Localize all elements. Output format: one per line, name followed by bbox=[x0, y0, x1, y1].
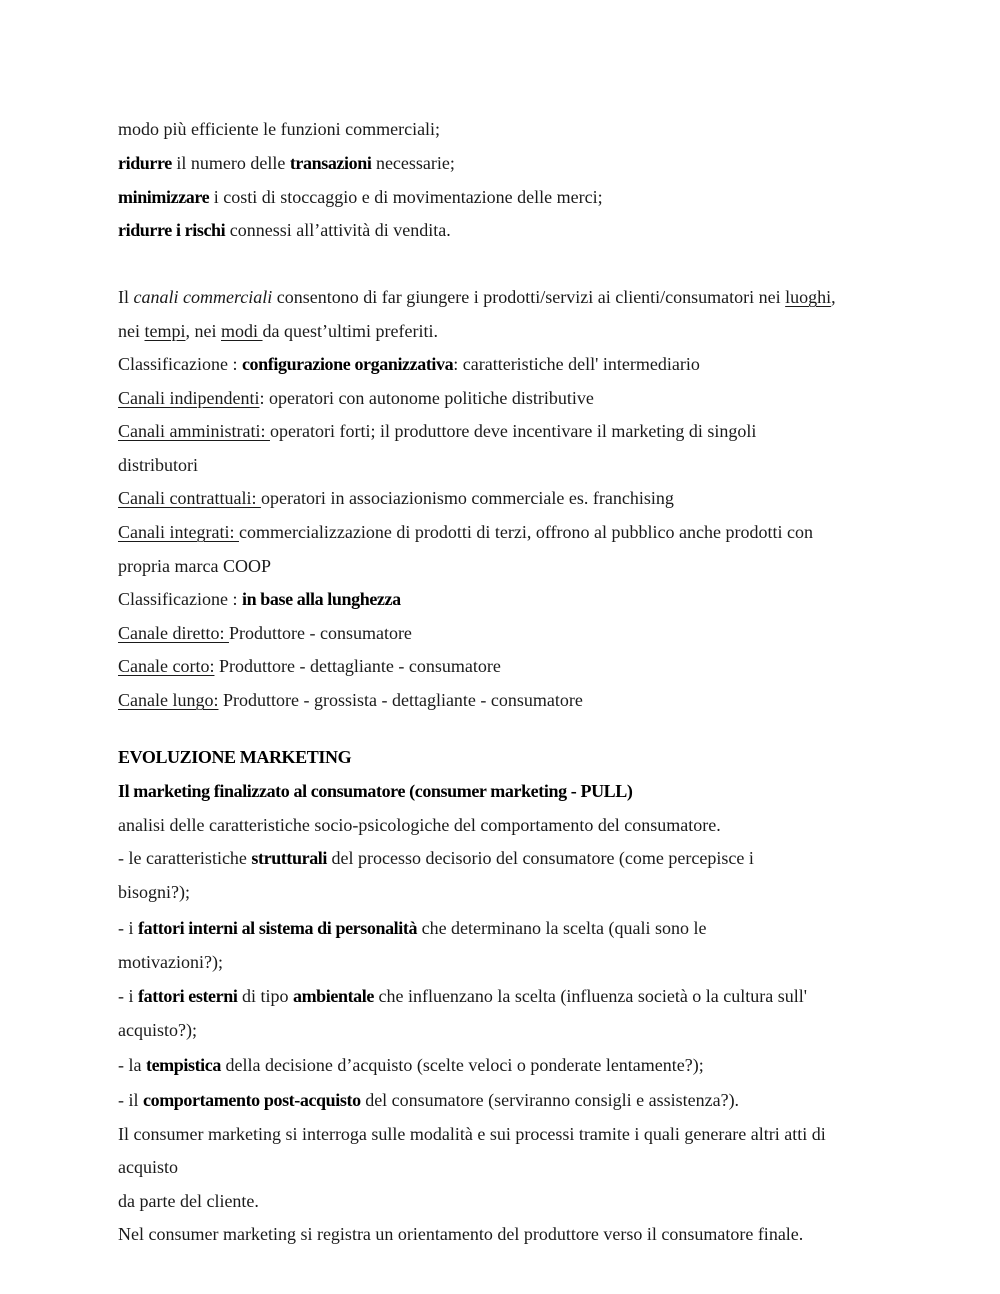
text-span: da parte del cliente. bbox=[118, 1191, 259, 1211]
underlined-text: Canali contrattuali: bbox=[118, 488, 261, 508]
text-span: analisi delle caratteristiche socio-psicologiche del comportamento del consumatore. bbox=[118, 815, 721, 835]
text-span: che influenzano la scelta (influenza società o la cultura sull' bbox=[373, 986, 808, 1006]
text-span: - la bbox=[118, 1055, 146, 1075]
text-line bbox=[118, 689, 583, 711]
bold-text: EVOLUZIONE MARKETING bbox=[118, 747, 352, 767]
underlined-text: Canale corto: bbox=[118, 656, 215, 676]
text-span: del consumatore (serviranno consigli e assistenza?). bbox=[360, 1090, 740, 1110]
text-line bbox=[118, 814, 721, 836]
underlined-text: Canali integrati: bbox=[118, 522, 239, 542]
bold-text: ridurre i rischi bbox=[118, 220, 226, 240]
text-span: acquisto bbox=[118, 1157, 178, 1177]
text-line bbox=[118, 1123, 826, 1145]
underlined-text: luoghi bbox=[785, 287, 832, 307]
text-span: che determinano la scelta (quali sono le bbox=[417, 918, 707, 938]
text-span: : caratteristiche dell' intermediario bbox=[453, 354, 700, 374]
underlined-text: Canale lungo: bbox=[118, 690, 219, 710]
text-span: operatori forti; il produttore deve incentivare il marketing di singoli bbox=[269, 421, 757, 441]
text-line bbox=[118, 420, 756, 442]
text-span: operatori in associazionismo commerciale es. franchising bbox=[260, 488, 674, 508]
text-span: - il bbox=[118, 1090, 143, 1110]
section-heading bbox=[118, 746, 351, 768]
text-span: Produttore - grossista - dettagliante - consumatore bbox=[218, 690, 583, 710]
text-span: nei bbox=[118, 321, 145, 341]
text-span: consentono di far giungere i prodotti/servizi ai clienti/consumatori nei bbox=[272, 287, 786, 307]
text-line bbox=[118, 1223, 803, 1245]
text-span: il numero delle bbox=[171, 153, 290, 173]
text-line bbox=[118, 1156, 178, 1178]
text-span: , nei bbox=[185, 321, 221, 341]
text-line bbox=[118, 186, 603, 208]
text-line bbox=[118, 454, 198, 476]
text-line bbox=[118, 387, 594, 409]
text-line bbox=[118, 847, 754, 869]
bold-text: ridurre bbox=[118, 153, 172, 173]
underlined-text: tempi bbox=[144, 321, 186, 341]
subsection-heading bbox=[118, 780, 632, 802]
text-span: propria marca COOP bbox=[118, 556, 271, 576]
text-span: Classificazione : bbox=[118, 589, 242, 609]
text-line bbox=[118, 320, 438, 342]
text-line bbox=[118, 1054, 704, 1076]
underlined-text: Canali amministrati: bbox=[118, 421, 270, 441]
text-line bbox=[118, 118, 440, 140]
text-line bbox=[118, 487, 674, 509]
text-span: acquisto?); bbox=[118, 1020, 197, 1040]
bold-text: transazioni bbox=[289, 153, 372, 173]
text-span: : operatori con autonome politiche distributive bbox=[259, 388, 594, 408]
text-span: della decisione d’acquisto (scelte veloci o ponderate lentamente?); bbox=[220, 1055, 704, 1075]
text-span: commercializzazione di prodotti di terzi, offrono al pubblico anche prodotti con bbox=[238, 522, 813, 542]
text-line bbox=[118, 985, 807, 1007]
text-line bbox=[118, 1019, 197, 1041]
text-line bbox=[118, 1089, 739, 1111]
underlined-text: Canale diretto: bbox=[118, 623, 229, 643]
text-line bbox=[118, 286, 836, 308]
text-span: Produttore - consumatore bbox=[228, 623, 412, 643]
text-span: distributori bbox=[118, 455, 198, 475]
bold-text: tempistica bbox=[145, 1055, 221, 1075]
bold-text: configurazione organizzativa bbox=[241, 354, 454, 374]
bold-text: in base alla lunghezza bbox=[241, 589, 401, 609]
text-line bbox=[118, 353, 700, 375]
text-line bbox=[118, 219, 451, 241]
text-span: bisogni?); bbox=[118, 882, 190, 902]
underlined-text: modi bbox=[221, 321, 263, 341]
italic-text: canali commerciali bbox=[133, 287, 273, 307]
bold-text: fattori esterni bbox=[138, 986, 238, 1006]
text-span: i costi di stoccaggio e di movimentazione delle merci; bbox=[209, 187, 603, 207]
text-line bbox=[118, 521, 813, 543]
text-span: necessarie; bbox=[371, 153, 455, 173]
text-span: - i bbox=[118, 918, 138, 938]
text-line bbox=[118, 917, 706, 939]
bold-text: minimizzare bbox=[118, 187, 210, 207]
bold-text: Il marketing finalizzato al consumatore (consumer marketing - PULL) bbox=[118, 781, 633, 801]
text-span: motivazioni?); bbox=[118, 952, 223, 972]
bold-text: ambientale bbox=[292, 986, 374, 1006]
text-line bbox=[118, 588, 401, 610]
text-span: , bbox=[831, 287, 836, 307]
text-span: modo più efficiente le funzioni commerciali; bbox=[118, 119, 441, 139]
text-span: Il consumer marketing si interroga sulle modalità e sui processi tramite i quali generare altri atti di bbox=[118, 1124, 826, 1144]
text-line bbox=[118, 555, 271, 577]
text-span: di tipo bbox=[237, 986, 293, 1006]
text-line bbox=[118, 881, 190, 903]
text-line bbox=[118, 1190, 259, 1212]
bold-text: comportamento post-acquisto bbox=[143, 1090, 361, 1110]
text-span: - le caratteristiche bbox=[118, 848, 252, 868]
text-span: - i bbox=[118, 986, 138, 1006]
bold-text: fattori interni al sistema di personalità bbox=[138, 918, 418, 938]
text-span: Classificazione : bbox=[118, 354, 242, 374]
text-line bbox=[118, 655, 501, 677]
underlined-text: Canali indipendenti bbox=[118, 388, 260, 408]
text-span: connessi all’attività di vendita. bbox=[225, 220, 451, 240]
bold-text: strutturali bbox=[251, 848, 328, 868]
text-line bbox=[118, 152, 455, 174]
text-span: Produttore - dettagliante - consumatore bbox=[214, 656, 501, 676]
text-line bbox=[118, 951, 223, 973]
text-span: Il bbox=[118, 287, 134, 307]
text-span: da quest’ultimi preferiti. bbox=[262, 321, 438, 341]
text-span: del processo decisorio del consumatore (come percepisce i bbox=[327, 848, 754, 868]
text-line bbox=[118, 622, 412, 644]
text-span: Nel consumer marketing si registra un orientamento del produttore verso il consumatore finale. bbox=[118, 1224, 804, 1244]
